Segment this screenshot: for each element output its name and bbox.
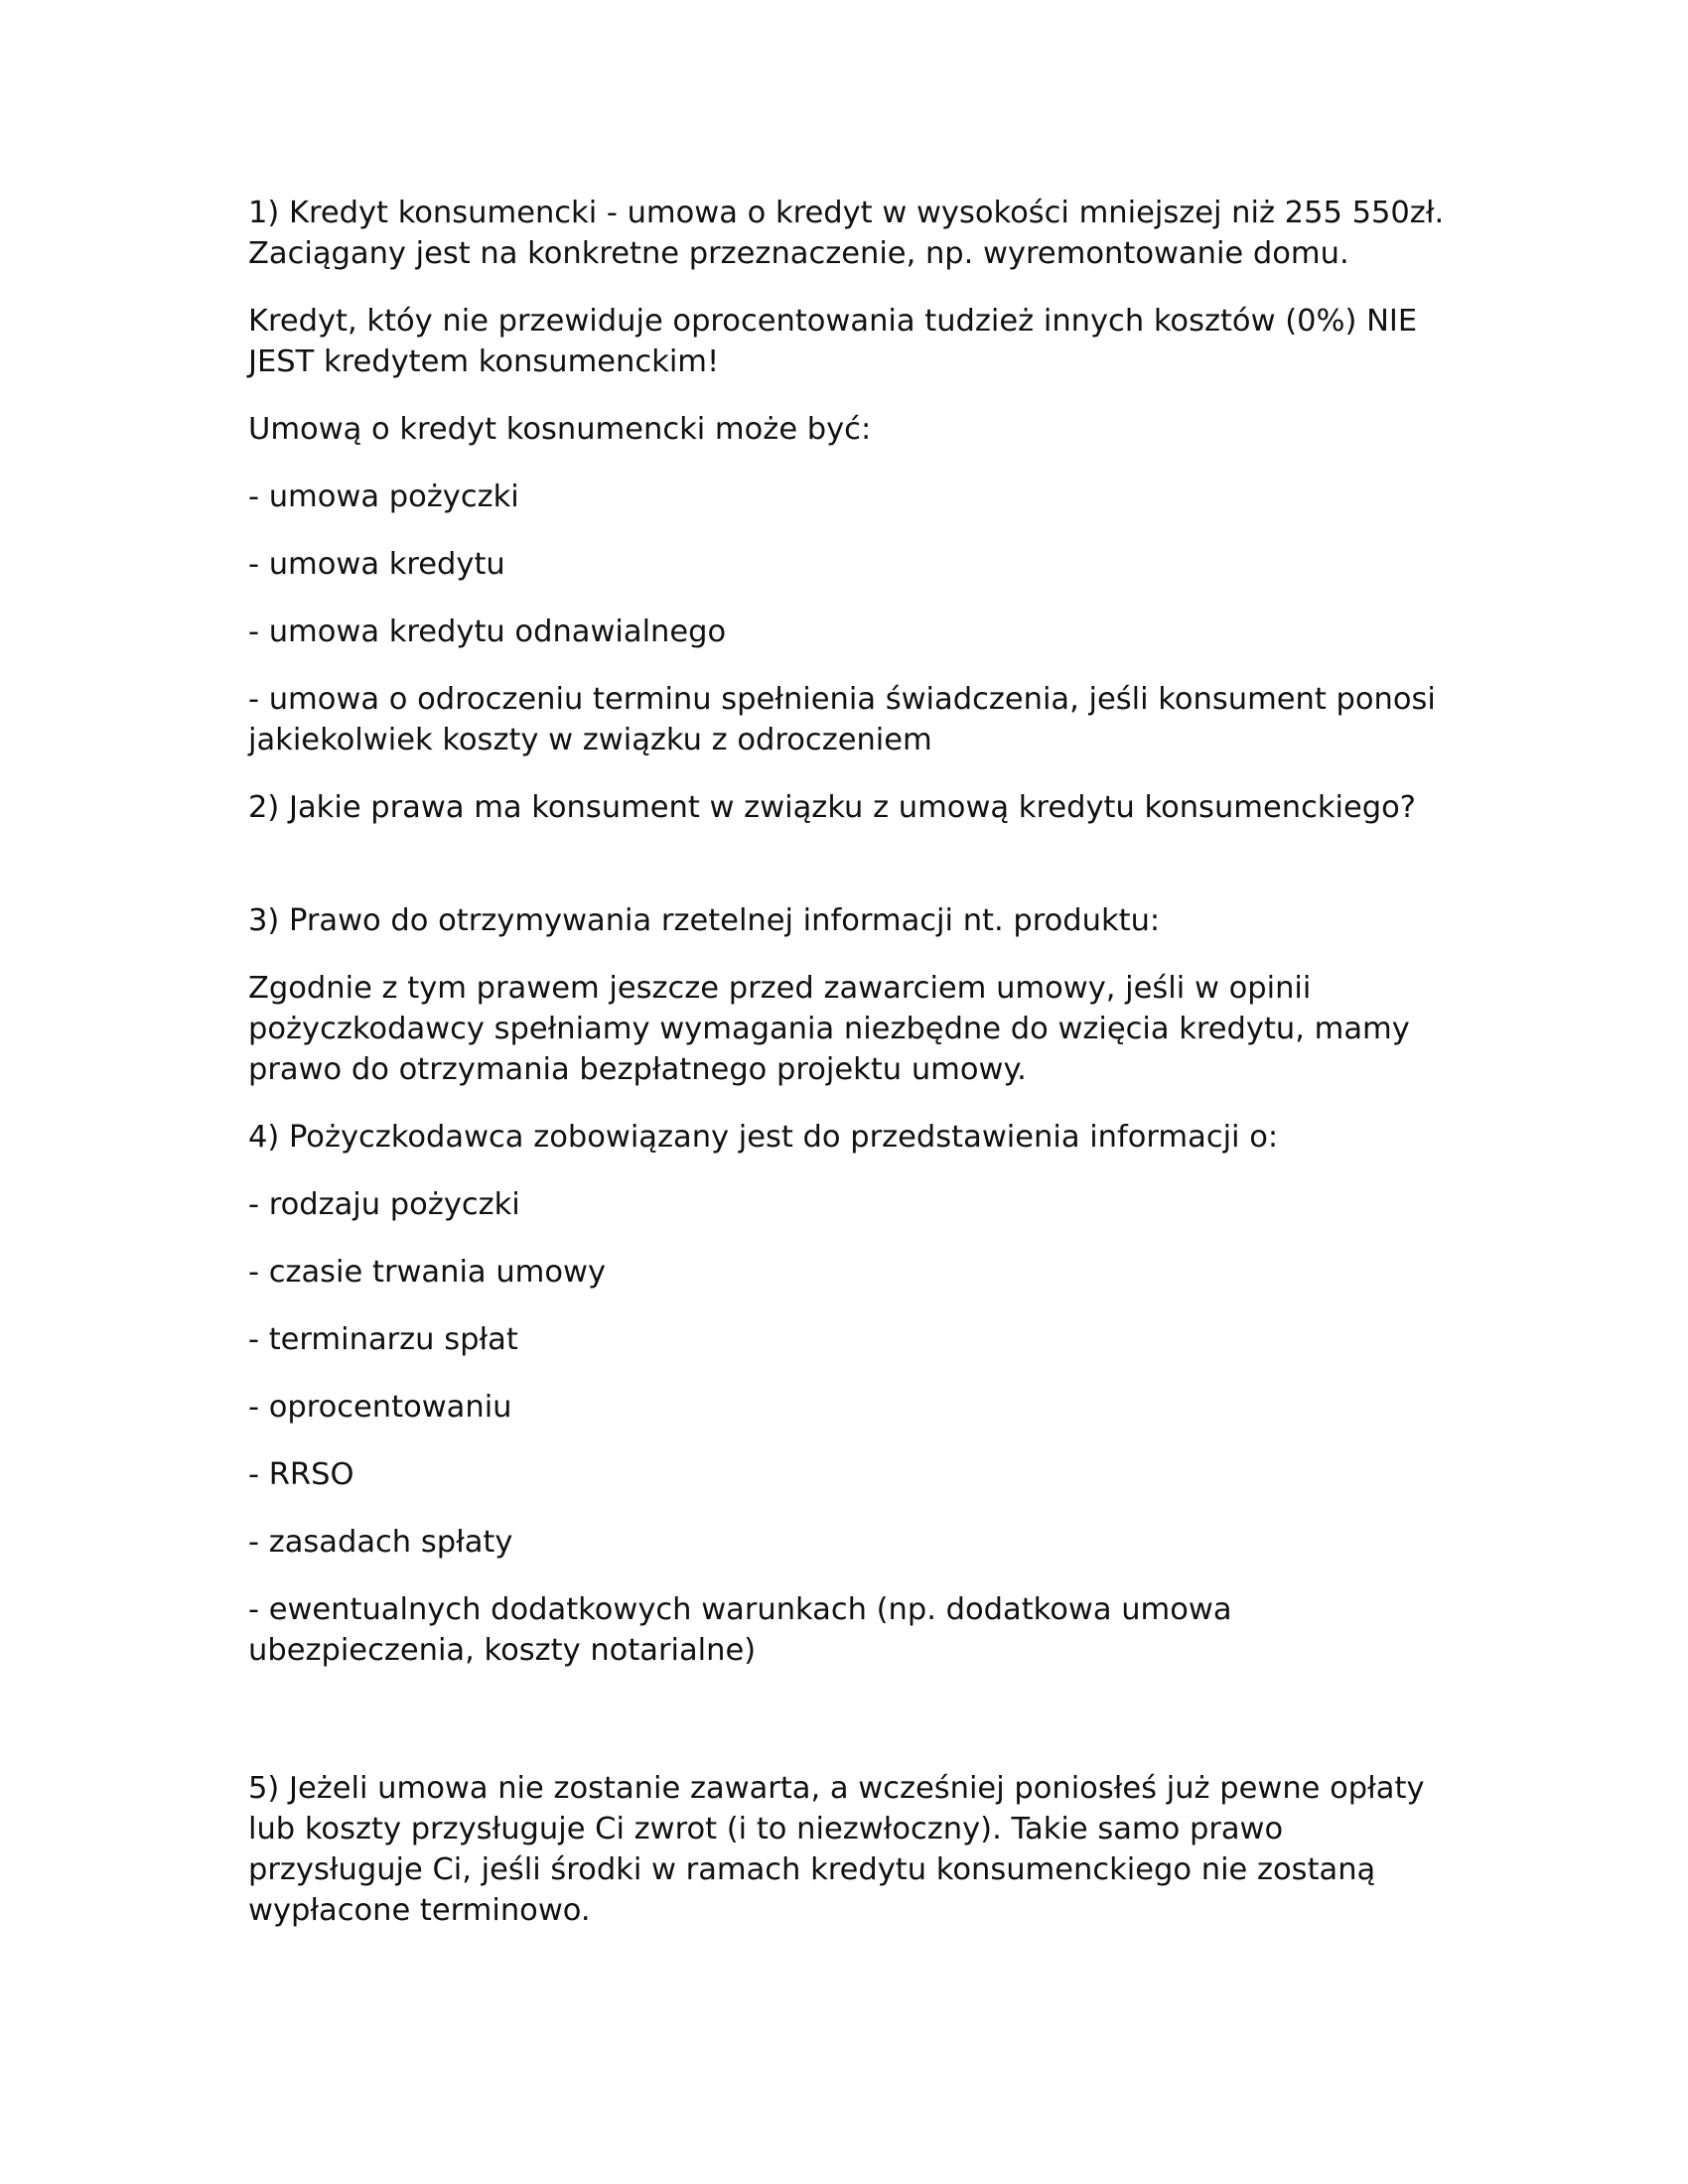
paragraph-right-to-information: 3) Prawo do otrzymywania rzetelnej informacji nt. produktu: [248, 903, 1161, 938]
list-item-agreement-type: - umowa kredytu odnawialnego [248, 614, 727, 649]
paragraph-consumer-credit-definition: 1) Kredyt konsumencki - umowa o kredyt w wysokości mniejszej niż 255 550zł. Zaciągany jest na konkretne przeznaczenie, np. wyremontowanie domu. [248, 196, 1445, 271]
list-item-lender-information: - zasadach spłaty [248, 1525, 513, 1560]
list-item-lender-information: - terminarzu spłat [248, 1322, 518, 1357]
paragraph-zero-percent-note: Kredyt, któy nie przewiduje oprocentowania tudzież innych kosztów (0%) NIE JEST kredytem konsumenckim! [248, 304, 1418, 379]
list-item-lender-information: - RRSO [248, 1457, 354, 1492]
blank-line [248, 855, 1460, 900]
blank-line [248, 1698, 1460, 1768]
paragraph-consumer-rights-question: 2) Jakie prawa ma konsument w związku z umową kredytu konsumenckiego? [248, 790, 1416, 825]
list-item-agreement-type: - umowa pożyczki [248, 479, 519, 514]
list-item-agreement-type: - umowa kredytu [248, 547, 505, 582]
list-item-agreement-type: - umowa o odroczeniu terminu spełnienia świadczenia, jeśli konsument ponosi jakiekolwiek koszty w związku z odroczeniem [248, 682, 1436, 757]
list-item-lender-information: - ewentualnych dodatkowych warunkach (np. dodatkowa umowa ubezpieczenia, koszty notarialne) [248, 1592, 1232, 1668]
paragraph-refund-right: 5) Jeżeli umowa nie zostanie zawarta, a wcześniej poniosłeś już pewne opłaty lub koszty przysługuje Ci zwrot (i to niezwłoczny). Takie samo prawo przysługuje Ci, jeśli środki w ramach kredytu konsumenckiego nie zostaną wypłacone terminowo. [248, 1771, 1425, 1928]
paragraph-free-draft-agreement: Zgodnie z tym prawem jeszcze przed zawarciem umowy, jeśli w opinii pożyczkodawcy spełniamy wymagania niezbędne do wzięcia kredytu, mamy prawo do otrzymania bezpłatnego projektu umowy. [248, 971, 1410, 1087]
paragraph-lender-obligations-intro: 4) Pożyczkodawca zobowiązany jest do przedstawienia informacji o: [248, 1120, 1279, 1155]
document-body [248, 193, 1460, 1958]
paragraph-agreement-types-intro: Umową o kredyt kosnumencki może być: [248, 412, 872, 447]
list-item-lender-information: - czasie trwania umowy [248, 1255, 607, 1290]
list-item-lender-information: - oprocentowaniu [248, 1390, 512, 1425]
list-item-lender-information: - rodzaju pożyczki [248, 1187, 520, 1222]
